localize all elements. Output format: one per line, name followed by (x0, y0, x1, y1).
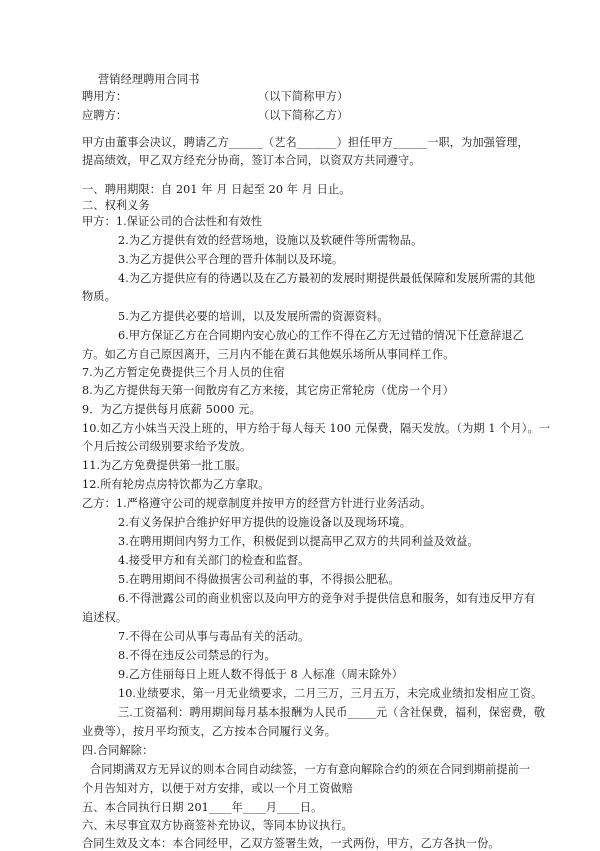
termination-line: 个月告知对方，以便于对方安排，或以一个月工资做赔 (82, 782, 353, 795)
document-title: 营销经理聘用合同书 (98, 73, 200, 86)
termination-line: 合同期满双方无异议的则本合同自动续签，一方有意向解除合约的须在合同到期前提前一 (90, 763, 531, 776)
party-a-item: 方。如乙方自己原因离开，三月内不能在黄石其他娱乐场所从事同样工作。 (82, 348, 455, 361)
employer-note: （以下简称甲方） (258, 90, 349, 103)
party-a-item: 7.为乙方暂定免费提供三个月人员的住宿 (82, 366, 285, 379)
party-a-item: 2.为乙方提供有效的经营场地，设施以及软硬件等所需物品。 (118, 234, 423, 247)
party-b-item: 5.在聘用期间不得做损害公司利益的事，不得损公肥私。 (118, 573, 400, 586)
termination-heading: 四.合同解除： (82, 744, 154, 757)
party-a-item: 6.甲方保证乙方在合同期内安心放心的工作不得在乙方无过错的情况下任意辞退乙 (118, 329, 524, 342)
party-b-item: 追述权。 (82, 611, 128, 624)
party-b-item: 4.接受甲方和有关部门的检查和监督。 (118, 554, 310, 567)
section-term: 一、聘用期限：自 201 年 月 日起至 20 年 月 日止。 (82, 183, 351, 196)
party-b-item: 2.有义务保护合维护好甲方提供的设施设备以及现场环境。 (118, 516, 412, 529)
party-a-item: 5.为乙方提供必要的培训，以及发展所需的资源资料。 (118, 310, 389, 323)
section-rights-heading: 二、权利义务 (82, 199, 150, 212)
employee-label: 应聘方： (82, 109, 128, 122)
salary-clause: 三.工资福利：聘用期间每月基本报酬为人民币_____元（含社保费，福利，保密费，敬 (118, 706, 546, 719)
employee-note: （以下简称乙方） (258, 109, 349, 122)
party-a-item: 9．为乙方提供每月底薪 5000 元。 (82, 403, 261, 416)
preamble-line-2: 提高绩效，甲乙双方经充分协商，签订本合同，以资双方共同遵守。 (82, 154, 421, 167)
party-b-item: 8.不得在违反公司禁忌的行为。 (118, 649, 276, 662)
party-b-item: 7.不得在公司从事与毒品有关的活动。 (118, 630, 310, 643)
party-a-item: 8.为乙方提供每天第一间散房有乙方来接，其它房正常轮房（优房一个月） (82, 384, 455, 397)
preamble-line-1: 甲方由董事会决议，聘请乙方______（艺名_______）担任甲方______一职，为加强管理， (82, 136, 529, 149)
party-b-item: 10.业绩要求，第一月无业绩要求，二月三万，三月五万，未完成业绩扣发相应工资。 (118, 687, 543, 700)
party-b-heading: 乙方：1.严格遵守公司的规章制度并按甲方的经营方针进行业务活动。 (82, 497, 432, 510)
party-a-item: 个月后按公司级别要求给予发放。 (82, 440, 252, 453)
party-a-item: 12.所有轮房点房特饮都为乙方拿取。 (82, 478, 270, 491)
party-b-item: 6.不得泄露公司的商业机密以及向甲方的竞争对手提供信息和服务，如有违反甲方有 (118, 592, 536, 605)
party-a-heading: 甲方：1.保证公司的合法性和有效性 (82, 215, 263, 228)
supplementary-clause: 六、未尽事宜双方协商签补充协议，等同本协议执行。 (82, 819, 353, 832)
party-a-item: 3.为乙方提供公平合理的晋升体制以及环境。 (118, 253, 344, 266)
party-a-item: 10.如乙方小妹当天没上班的，甲方给于每人每天 100 元保费，隔天发放。（为期 1 个月）。一 (82, 422, 551, 435)
party-b-item: 9.乙方佳丽每日上班人数不得低于 8 人标准（周末除外） (118, 668, 404, 681)
execution-date: 五、本合同执行日期 201____年____月____日。 (82, 801, 323, 814)
employer-label: 聘用方： (82, 90, 128, 103)
party-b-item: 3.在聘用期间内努力工作，积极促到以提高甲乙双方的共同利益及效益。 (118, 535, 479, 548)
effectiveness-clause: 合同生效及文本：本合同经甲，乙双方签署生效，一式两份，甲方，乙方各执一份。 (82, 837, 500, 850)
salary-clause: 业费等），按月平均预支，乙方按本合同履行义务。 (82, 725, 337, 738)
party-a-item: 物质。 (82, 290, 116, 303)
party-a-item: 11.为乙方免费提供第一批工服。 (82, 459, 247, 472)
party-a-item: 4.为乙方提供应有的待遇以及在乙方最初的发展时期提供最低保障和发展所需的其他 (118, 272, 536, 285)
